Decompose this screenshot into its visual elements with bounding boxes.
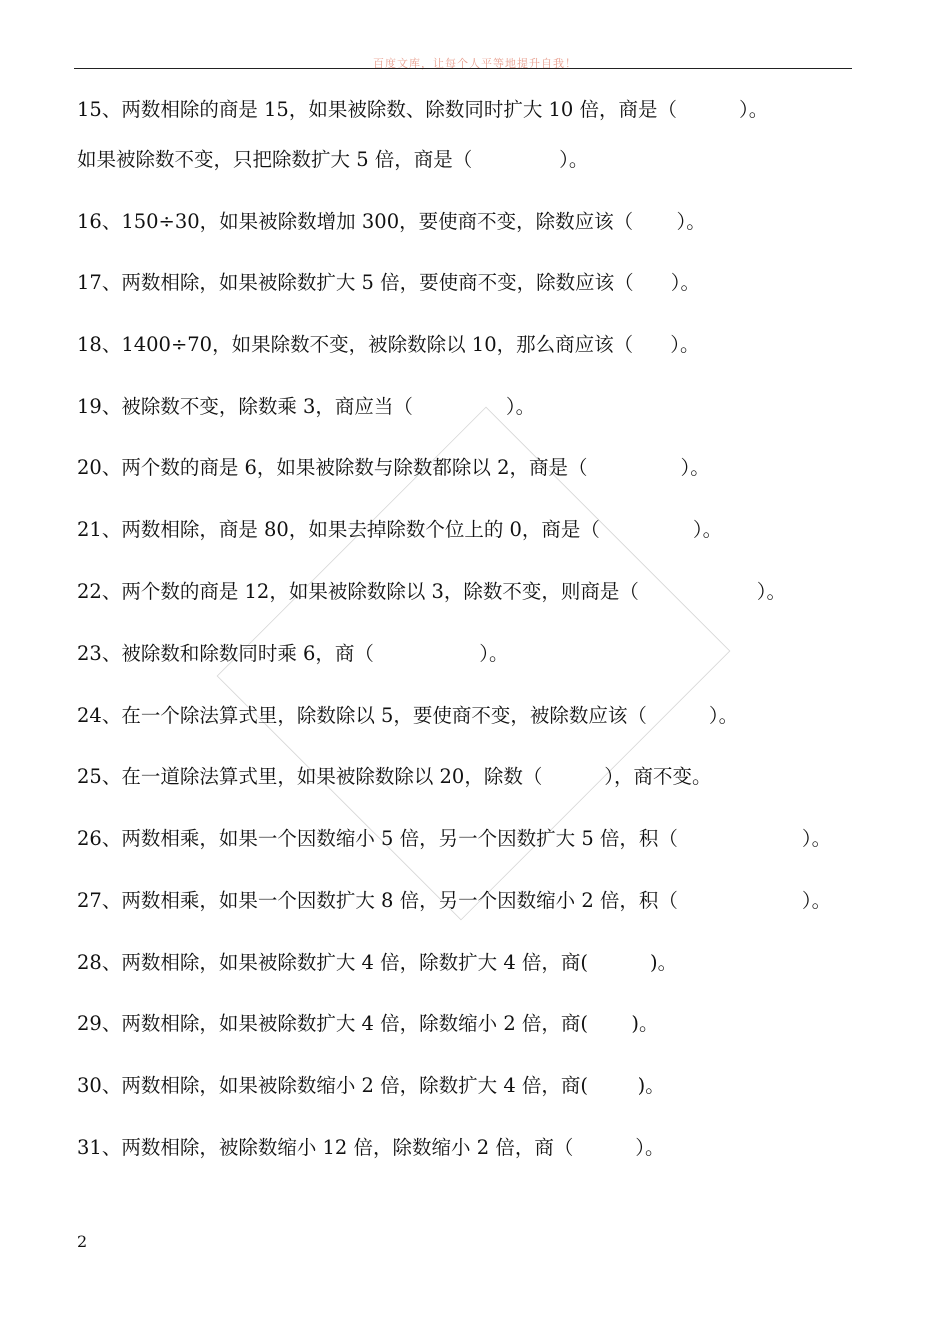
question-17: 17、两数相除，如果被除数扩大 5 倍，要使商不变，除数应该（ ）。 <box>77 271 701 294</box>
question-15-continued: 如果被除数不变，只把除数扩大 5 倍，商是（ ）。 <box>77 148 589 171</box>
page-number: 2 <box>77 1232 88 1251</box>
question-19: 19、被除数不变，除数乘 3，商应当（ ）。 <box>77 395 536 418</box>
question-16: 16、150÷30，如果被除数增加 300，要使商不变，除数应该（ ）。 <box>77 210 706 233</box>
question-25: 25、在一道除法算式里，如果被除数除以 20，除数（ ），商不变。 <box>77 765 712 788</box>
question-31: 31、两数相除，被除数缩小 12 倍，除数缩小 2 倍，商（ ）。 <box>77 1136 665 1159</box>
question-22: 22、两个数的商是 12，如果被除数除以 3，除数不变，则商是（ ）。 <box>77 580 786 603</box>
question-20: 20、两个数的商是 6，如果被除数与除数都除以 2，商是（ ）。 <box>77 456 710 479</box>
question-27: 27、两数相乘，如果一个因数扩大 8 倍，另一个因数缩小 2 倍，积（ ）。 <box>77 889 832 912</box>
question-18: 18、1400÷70，如果除数不变，被除数除以 10，那么商应该（ ）。 <box>77 333 700 356</box>
question-23: 23、被除数和除数同时乘 6，商（ ）。 <box>77 642 509 665</box>
header-rule <box>74 68 852 69</box>
header-watermark-text: 百度文库，让每个人平等地提升自我！ <box>373 57 577 70</box>
question-15: 15、两数相除的商是 15，如果被除数、除数同时扩大 10 倍，商是（ ）。 <box>77 98 769 121</box>
question-29: 29、两数相除，如果被除数扩大 4 倍，除数缩小 2 倍，商( )。 <box>77 1012 659 1035</box>
question-30: 30、两数相除，如果被除数缩小 2 倍，除数扩大 4 倍，商( )。 <box>77 1074 665 1097</box>
question-28: 28、两数相除，如果被除数扩大 4 倍，除数扩大 4 倍，商( )。 <box>77 951 678 974</box>
question-26: 26、两数相乘，如果一个因数缩小 5 倍，另一个因数扩大 5 倍，积（ ）。 <box>77 827 832 850</box>
question-21: 21、两数相除，商是 80，如果去掉除数个位上的 0，商是（ ）。 <box>77 518 723 541</box>
question-24: 24、在一个除法算式里，除数除以 5，要使商不变，被除数应该（ ）。 <box>77 704 739 727</box>
